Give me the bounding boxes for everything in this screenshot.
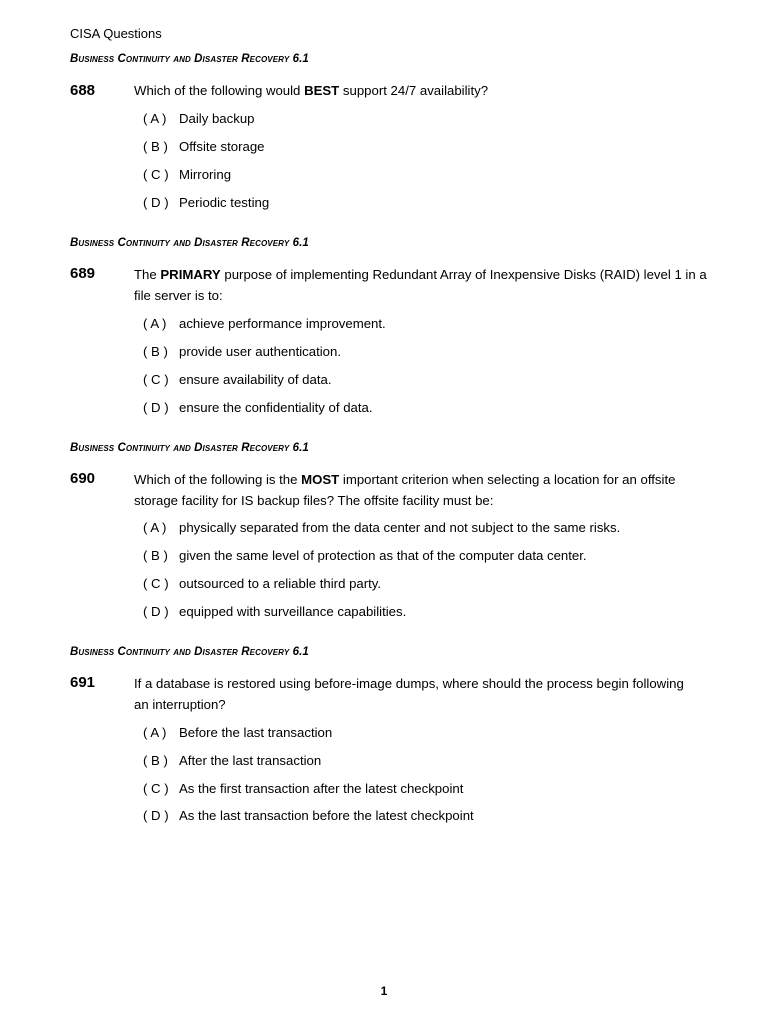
option-letter: ( A ) bbox=[143, 316, 167, 331]
page-number: 1 bbox=[380, 984, 388, 998]
answer-option bbox=[143, 520, 620, 536]
answer-option bbox=[143, 548, 587, 564]
option-letter: ( B ) bbox=[143, 139, 168, 154]
option-letter: ( C ) bbox=[143, 372, 169, 387]
answer-option bbox=[143, 111, 255, 127]
option-text: As the first transaction after the latest checkpoint bbox=[179, 781, 464, 796]
option-text: Offsite storage bbox=[179, 139, 265, 154]
section-heading: Business Continuity and Disaster Recovery 6.1 bbox=[70, 646, 309, 658]
option-text: outsourced to a reliable third party. bbox=[179, 576, 382, 591]
option-text: Daily backup bbox=[179, 111, 255, 126]
option-text: Mirroring bbox=[179, 167, 232, 182]
option-text: After the last transaction bbox=[179, 753, 322, 768]
option-letter: ( D ) bbox=[143, 195, 169, 210]
answer-option bbox=[143, 725, 332, 741]
option-letter: ( D ) bbox=[143, 400, 169, 415]
option-letter: ( A ) bbox=[143, 725, 167, 740]
option-letter: ( D ) bbox=[143, 604, 169, 619]
option-text: physically separated from the data center and not subject to the same risks. bbox=[179, 520, 621, 535]
question-number: 691 bbox=[70, 674, 96, 691]
option-text: ensure availability of data. bbox=[179, 372, 332, 387]
answer-option bbox=[143, 576, 381, 592]
question-emphasis: MOST bbox=[301, 472, 340, 487]
option-text: As the last transaction before the latest checkpoint bbox=[179, 808, 474, 823]
option-text: given the same level of protection as that of the computer data center. bbox=[179, 548, 587, 563]
option-letter: ( D ) bbox=[143, 808, 169, 823]
option-letter: ( C ) bbox=[143, 781, 169, 796]
question-text: If a database is restored using before-image dumps, where should the process begin following an interruption? bbox=[134, 676, 684, 712]
option-letter: ( A ) bbox=[143, 111, 167, 126]
section-heading: Business Continuity and Disaster Recovery 6.1 bbox=[70, 237, 309, 249]
answer-option bbox=[143, 372, 331, 388]
option-text: equipped with surveillance capabilities. bbox=[179, 604, 407, 619]
option-text: ensure the confidentiality of data. bbox=[179, 400, 373, 415]
option-letter: ( B ) bbox=[143, 548, 168, 563]
option-text: Periodic testing bbox=[179, 195, 270, 210]
question-number: 689 bbox=[70, 265, 96, 282]
answer-option bbox=[143, 139, 265, 155]
section-heading: Business Continuity and Disaster Recovery 6.1 bbox=[70, 442, 309, 454]
option-text: achieve performance improvement. bbox=[179, 316, 386, 331]
answer-option bbox=[143, 400, 373, 416]
question-text: Which of the following is the MOST important criterion when selecting a location for an offsite storage facility for IS backup files? The offsite facility must be: bbox=[134, 472, 676, 508]
question-number: 690 bbox=[70, 470, 96, 487]
question-number: 688 bbox=[70, 82, 96, 99]
question-text: The PRIMARY purpose of implementing Redundant Array of Inexpensive Disks (RAID) level 1 in a file server is to: bbox=[134, 267, 707, 303]
answer-option bbox=[143, 604, 406, 620]
question-text: Which of the following would BEST support 24/7 availability? bbox=[134, 83, 489, 98]
answer-option bbox=[143, 808, 474, 824]
answer-option bbox=[143, 344, 341, 360]
option-text: Before the last transaction bbox=[179, 725, 333, 740]
option-text: provide user authentication. bbox=[179, 344, 342, 359]
answer-option bbox=[143, 316, 386, 332]
section-heading: Business Continuity and Disaster Recovery 6.1 bbox=[70, 53, 309, 65]
question-emphasis: BEST bbox=[304, 83, 340, 98]
option-letter: ( C ) bbox=[143, 576, 169, 591]
answer-option bbox=[143, 753, 321, 769]
option-letter: ( C ) bbox=[143, 167, 169, 182]
option-letter: ( B ) bbox=[143, 344, 168, 359]
answer-option bbox=[143, 781, 463, 797]
document-title: CISA Questions bbox=[70, 26, 162, 41]
option-letter: ( A ) bbox=[143, 520, 167, 535]
option-letter: ( B ) bbox=[143, 753, 168, 768]
answer-option bbox=[143, 195, 269, 211]
answer-option bbox=[143, 167, 231, 183]
question-emphasis: PRIMARY bbox=[160, 267, 221, 282]
